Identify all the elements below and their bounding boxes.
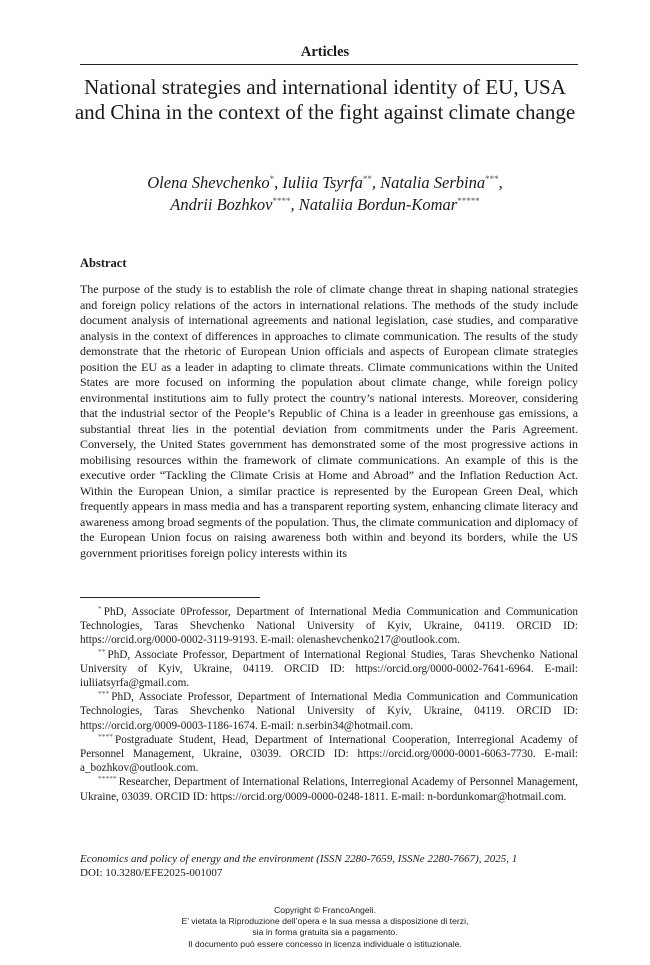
header-rule [80, 64, 578, 65]
doi-link[interactable]: DOI: 10.3280/EFE2025-001007 [80, 867, 223, 879]
footnote-mark: *** [98, 689, 110, 699]
footnote-mark: * [98, 604, 102, 613]
author-name: Olena Shevchenko [147, 173, 270, 192]
footnote-text: PhD, Associate Professor, Department of International Regional Studies, Taras Shevchenko National University of Kyiv, Ukraine, 04119. ORCID ID: https://orcid.org/0000-0002-7641-6964. E-mail: iuliiatsyrfa@gmail.com. [80, 648, 578, 690]
copyright-line: E’ vietata la Riproduzione dell’opera e la sua messa a disposizione di terzi, [181, 916, 469, 927]
journal-citation: Economics and policy of energy and the environment (ISSN 2280-7659, ISSNe 2280-7667), 2025, 1 [80, 853, 518, 865]
journal-info [80, 852, 590, 880]
footnote [80, 733, 578, 776]
footnote [80, 648, 578, 691]
abstract-heading: Abstract [80, 256, 127, 270]
footnote-text: PhD, Associate Professor, Department of International Media Communication and Communication Technologies, Taras Shevchenko National University of Kyiv, Ukraine, 04119. ORCID ID: https://orcid.org/0009-0003-1186-1674. E-mail: n.serbin34@hotmail.com. [80, 691, 578, 732]
title-line: and China in the context of the fight against climate change [74, 100, 576, 124]
author-line [60, 194, 590, 216]
author-separator: , [498, 173, 503, 192]
author-separator: , [274, 173, 283, 192]
footnote [80, 775, 578, 803]
abstract-paragraph: The purpose of the study is to establish the role of climate change threat in shaping national strategies and foreign policy relations of the actors in international relations. The methods of the study include document analysis of international agreements and national legislation, case studies, and comparative analysis in the context of differences in approaches to climate communication. The results of the study demonstrate that the rhetoric of European Union officials and aspects of European climate strategies position the EU as a leader in adapting to climate threats. Climate communications within the United States are more focused on informing the population about climate change, while foreign policy environmental institutions aim to fully protect the country’s national interests. Moreover, considering that the industrial sector of the People’s Republic of China is a leader in greenhouse gas emissions, a substantial threat lies in the potential deviation from commitments under the Paris Agreement. Conversely, the United States government has demonstrated some of the most progressive actions in mobilising resources within the framework of climate communications. An example of this is the executive order “Tackling the Climate Crisis at Home and Abroad” and the Inflation Reduction Act. Within the European Union, a similar practice is represented by the European Green Deal, which frequently appears in mass media and has a transparent reporting system, enhancing climate literacy and awareness among broad segments of the population. Thus, the climate communication and diplomacy of the European Union focus on raising awareness both within and beyond its borders, while the US government prioritises foreign policy interests within its [80, 282, 578, 560]
footnote-mark: ** [98, 646, 106, 656]
author-name: Andrii Bozhkov [170, 195, 273, 214]
copyright-notice [0, 905, 650, 950]
author-list [60, 172, 590, 216]
author-footnote-mark[interactable]: ***** [457, 196, 480, 206]
author-footnote-mark[interactable]: **** [272, 196, 291, 206]
author-line [60, 172, 590, 194]
copyright-line: Il documento può essere concesso in licenza individuale o istituzionale. [188, 938, 462, 949]
abstract-body [80, 282, 578, 561]
author-name: Natalia Serbina [380, 173, 486, 192]
footnote [80, 690, 578, 733]
author-separator: , [290, 195, 299, 214]
author-footnote-mark[interactable]: ** [362, 174, 372, 184]
article-title [60, 75, 590, 125]
footnote-rule [80, 597, 260, 598]
copyright-line: Copyright © FrancoAngeli. [273, 905, 376, 915]
footnotes [80, 605, 578, 804]
author-footnote-mark[interactable]: *** [485, 174, 499, 184]
footnote-text: Postgraduate Student, Head, Department of International Cooperation, Interregional Academy of Personnel Management, Ukraine, 03039. ORCID ID: https://orcid.org/0000-0001-6063-7730. E-mail: a_bozhkov@outlook.com. [80, 733, 578, 775]
footnote-mark: ***** [98, 774, 117, 784]
section-label: Articles [300, 44, 350, 60]
author-separator: , [371, 173, 381, 192]
footnote-text: PhD, Associate 0Professor, Department of International Media Communication and Communication Technologies, Taras Shevchenko National University of Kyiv, Ukraine, 04119. ORCID ID: https://orcid.org/0000-0002-3119-9193. E-mail: olenashevchenko217@outlook.com. [80, 606, 578, 647]
title-line: National strategies and international identity of EU, USA [84, 75, 566, 99]
footnote-mark: **** [98, 731, 113, 741]
author-footnote-mark[interactable]: * [269, 174, 275, 184]
copyright-line: sia in forma gratuita sia a pagamento. [252, 927, 398, 938]
author-name: Nataliia Bordun-Komar [298, 195, 458, 214]
author-name: Iuliia Tsyrfa [282, 173, 363, 192]
footnote-text: Researcher, Department of International Relations, Interregional Academy of Personnel Management, Ukraine, 03039. ORCID ID: https://orcid.org/0009-0000-0248-1811. E-mail: n-bordunkomar@hotmail.com. [80, 776, 578, 803]
footnote [80, 605, 578, 648]
